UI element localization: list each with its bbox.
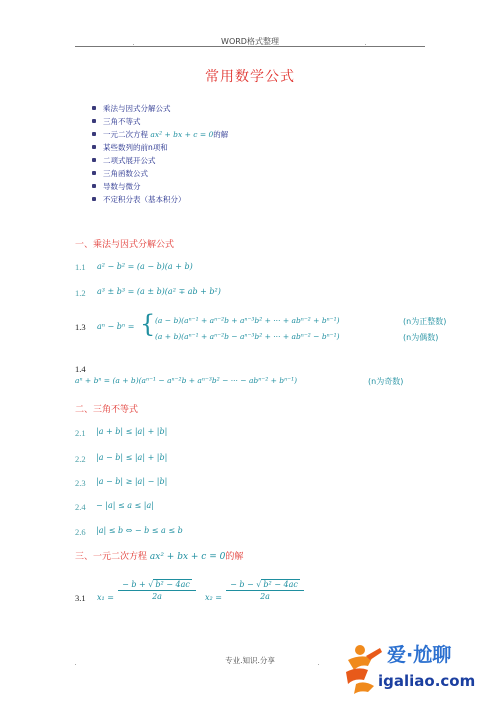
toc-item[interactable]: 某些数列的前n项和 [92,141,228,154]
bullet-icon [92,145,96,149]
formula: |a − b| ≤ |a| + |b| [96,453,168,462]
decor-dot [365,44,366,45]
bullet-icon [92,119,96,123]
logo-text: 爱·尬聊 [387,644,452,666]
toc-item[interactable]: 一元二次方程 ax² + bx + c = 0的解 [92,128,228,141]
formula: aⁿ + bⁿ = (a + b)(aⁿ⁻¹ − aⁿ⁻²b + aⁿ⁻³b² − ··· − abⁿ⁻² + bⁿ⁻¹) [75,376,298,385]
bullet-icon [92,158,96,162]
formula: |a + b| ≤ |a| + |b| [96,427,168,436]
document-footer: 专业.知识.分享 [225,656,275,665]
left-brace: { [140,310,156,338]
formula-number: 2.3 [75,478,86,488]
toc-item[interactable]: 三角不等式 [92,115,228,128]
section-heading: 三、一元二次方程 ax² + bx + c = 0的解 [75,552,244,562]
toc-item[interactable]: 二项式展开公式 [92,154,228,167]
decor-dot [133,44,134,45]
header-rule [75,46,425,47]
formula: a³ ± b³ = (a ± b)(a² ∓ ab + b²) [97,287,221,296]
decor-dot [75,664,76,665]
formula-number: 3.1 [75,593,86,603]
toc-item[interactable]: 导数与微分 [92,180,228,193]
bullet-icon [92,197,96,201]
formula-number: 2.4 [75,502,86,512]
formula-number: 1.4 [75,364,86,374]
toc-item[interactable]: 乘法与因式分解公式 [92,102,228,115]
decor-dot [318,664,319,665]
toc-item[interactable]: 三角函数公式 [92,167,228,180]
quadratic-root-fraction: − b − √ b² − 4ac 2a [226,580,304,601]
section-heading: 二、三角不等式 [75,405,139,415]
formula-case: (a − b)(aⁿ⁻¹ + aⁿ⁻²b + aⁿ⁻³b² + ··· + abⁿ⁻² + bⁿ⁻¹) [155,316,340,325]
bullet-icon [92,106,96,110]
section-heading: 一、乘法与因式分解公式 [75,240,175,250]
formula-case: (a + b)(aⁿ⁻¹ + aⁿ⁻²b − aⁿ⁻³b² + ··· + abⁿ⁻² − bⁿ⁻¹) [155,332,340,341]
page-title: 常用数学公式 [205,69,295,85]
toc-formula: ax² + bx + c = 0 [150,130,214,139]
formula-condition: (n为奇数) [368,377,404,386]
logo-url: igaliao.com [378,672,476,690]
formula-number: 1.2 [75,288,86,298]
formula-condition: (n为正整数) [403,317,447,326]
formula-number: 1.1 [75,262,86,272]
formula-condition: (n为偶数) [403,333,439,342]
formula-number: 2.6 [75,527,86,537]
toc-item[interactable]: 不定积分表（基本积分） [92,193,228,206]
formula-lhs: x₂ = [205,593,222,602]
quadratic-root-fraction: − b + √ b² − 4ac 2a [118,580,196,601]
formula-lhs: x₁ = [97,593,114,602]
formula-lhs: aⁿ − bⁿ = [97,322,135,331]
bullet-icon [92,184,96,188]
bullet-icon [92,171,96,175]
formula-number: 2.2 [75,454,86,464]
formula: a² − b² = (a − b)(a + b) [97,262,193,271]
bullet-icon [92,132,96,136]
formula-number: 1.3 [75,322,86,332]
formula: |a| ≤ b ⇔ − b ≤ a ≤ b [96,526,183,535]
formula: − |a| ≤ a ≤ |a| [96,501,154,510]
formula: |a − b| ≥ |a| − |b| [96,477,168,486]
heading-formula: ax² + bx + c = 0 [149,552,226,562]
table-of-contents [92,102,228,206]
document-header: WORD格式整理 [221,37,279,46]
formula-number: 2.1 [75,428,86,438]
